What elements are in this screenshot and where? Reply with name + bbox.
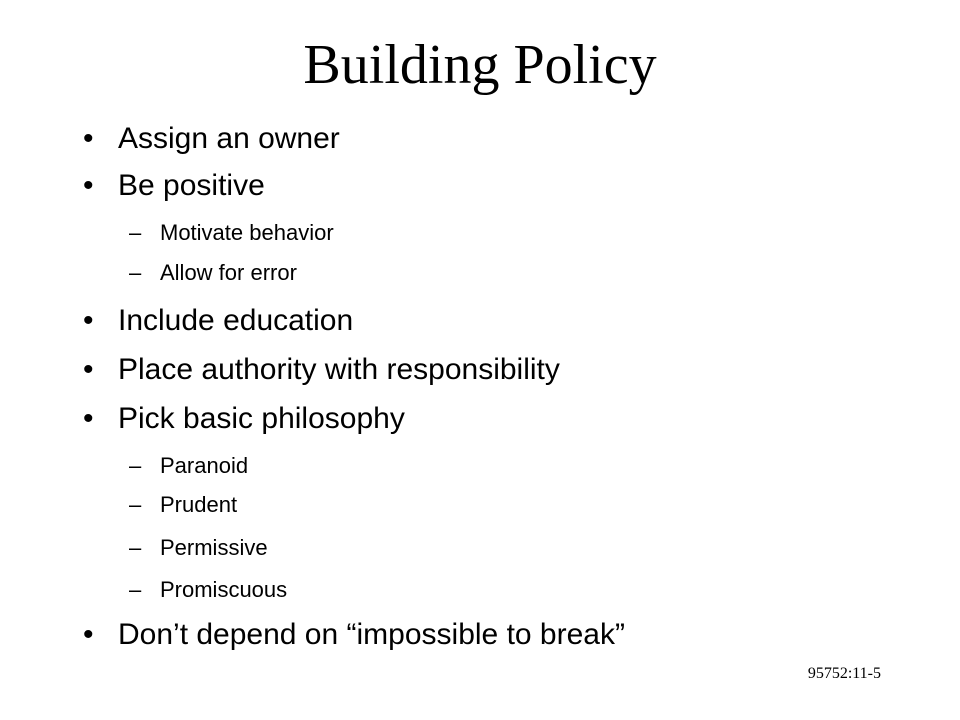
bullet-text: Assign an owner (118, 122, 340, 155)
sub-bullet-text: Allow for error (160, 260, 297, 285)
sub-bullet-text: Prudent (160, 492, 238, 517)
sub-bullet-text: Motivate behavior (160, 220, 334, 245)
sub-bullet-item (129, 535, 268, 561)
bullet-marker: • (83, 353, 94, 386)
sub-bullet-text: Paranoid (160, 453, 249, 478)
bullet-text: Don’t depend on “impossible to break” (118, 618, 625, 651)
bullet-text: Place authority with responsibility (118, 353, 560, 386)
bullet-item (83, 352, 560, 388)
sub-bullet-item (129, 492, 238, 518)
sub-bullet-item (129, 577, 288, 603)
bullet-marker: • (83, 169, 94, 202)
bullet-item (83, 617, 625, 653)
sub-bullet-text: Promiscuous (160, 577, 288, 602)
bullet-marker: • (83, 402, 94, 435)
sub-bullet-marker: – (129, 220, 142, 245)
sub-bullet-marker: – (129, 453, 142, 478)
sub-bullet-marker: – (129, 260, 142, 285)
slide-footer-id: 95752:11-5 (807, 665, 881, 682)
sub-bullet-marker: – (129, 577, 142, 602)
bullet-item (83, 303, 354, 339)
sub-bullet-item (129, 260, 297, 286)
bullet-marker: • (83, 618, 94, 651)
sub-bullet-text: Permissive (160, 535, 268, 560)
sub-bullet-marker: – (129, 535, 142, 560)
sub-bullet-item (129, 453, 249, 479)
bullet-marker: • (83, 304, 94, 337)
slide-title: Building Policy (303, 34, 657, 96)
bullet-marker: • (83, 122, 94, 155)
bullet-text: Pick basic philosophy (118, 402, 405, 435)
bullet-item (83, 168, 265, 204)
sub-bullet-item (129, 220, 334, 246)
bullet-item (83, 401, 405, 437)
sub-bullet-marker: – (129, 492, 142, 517)
bullet-text: Be positive (118, 169, 265, 202)
bullet-text: Include education (118, 304, 354, 337)
bullet-item (83, 121, 340, 157)
